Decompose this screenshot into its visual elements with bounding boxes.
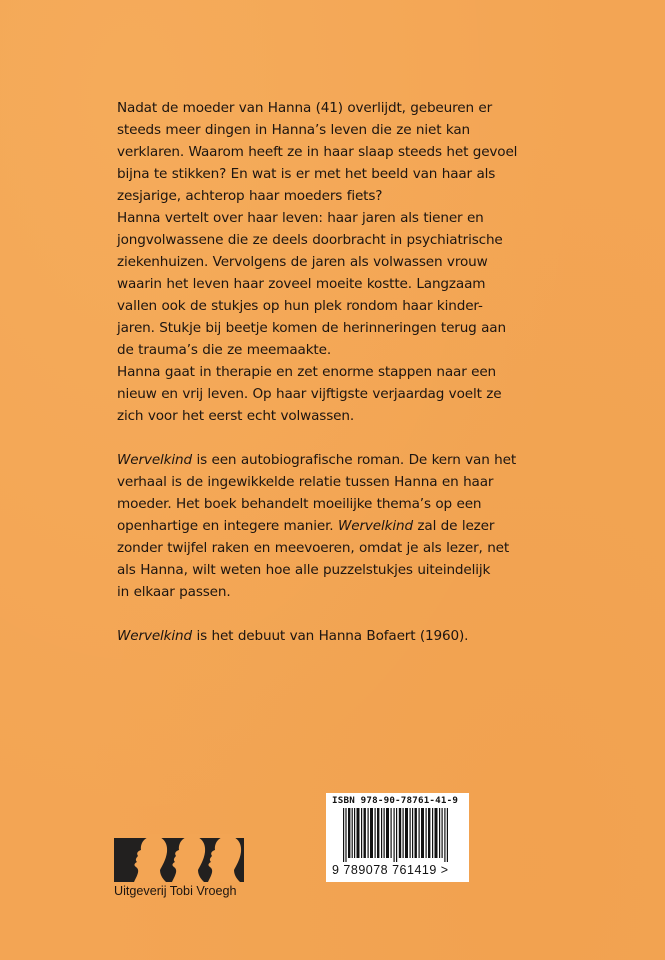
blurb-text <box>117 97 557 647</box>
barcode-digits: 9 789078 761419 > <box>332 863 449 877</box>
three-heads-silhouette-icon <box>114 834 244 882</box>
text-line: jaren. Stukje bij beetje komen de herinneringen terug aan <box>117 320 506 336</box>
text-line: nieuw en vrij leven. Op haar vijftigste verjaardag voelt ze <box>117 386 502 402</box>
text-fragment: is een autobiografische roman. De kern van het <box>191 452 517 468</box>
text-line: steeds meer dingen in Hanna’s leven die ze niet kan <box>117 122 470 138</box>
text-line: Hanna gaat in therapie en zet enorme stappen naar een <box>117 364 497 380</box>
text-line: Hanna vertelt over haar leven: haar jaren als tiener en <box>117 210 484 226</box>
barcode-icon <box>343 808 448 862</box>
text-line: verklaren. Waarom heeft ze in haar slaap steeds het gevoel <box>117 144 518 160</box>
text-line: zesjarige, achterop haar moeders fiets? <box>117 188 383 204</box>
text-line: zonder twijfel raken en meevoeren, omdat je als lezer, net <box>117 540 510 556</box>
text-line: in elkaar passen. <box>117 584 231 600</box>
text-line: verhaal is de ingewikkelde relatie tussen Hanna en haar <box>117 474 494 490</box>
text-line: zich voor het eerst echt volwassen. <box>117 408 354 424</box>
publisher-name: Uitgeverij Tobi Vroegh <box>114 884 237 898</box>
text-fragment: is het debuut van Hanna Bofaert (1960). <box>191 628 469 644</box>
text-fragment: zal de lezer <box>412 518 495 534</box>
text-line: ziekenhuizen. Vervolgens de jaren als volwassen vrouw <box>117 254 488 270</box>
text-line: bijna te stikken? En wat is er met het beeld van haar als <box>117 166 496 182</box>
text-line: als Hanna, wilt weten hoe alle puzzelstukjes uiteindelijk <box>117 562 491 578</box>
book-title: Wervelkind <box>117 628 192 644</box>
book-title: Wervelkind <box>337 518 413 534</box>
book-title: Wervelkind <box>117 452 192 468</box>
text-line: waarin het leven haar zoveel moeite kostte. Langzaam <box>117 276 486 292</box>
text-line: jongvolwassene die ze deels doorbracht in psychiatrische <box>117 232 503 248</box>
text-line: moeder. Het boek behandelt moeilijke thema’s op een <box>117 496 482 512</box>
text-line <box>117 625 557 647</box>
isbn-barcode <box>326 793 469 882</box>
paragraph-1 <box>117 97 557 207</box>
text-line <box>117 449 557 471</box>
text-fragment: openhartige en integere manier. <box>117 518 338 534</box>
isbn-label: ISBN 978-90-78761-41-9 <box>332 795 459 806</box>
paragraph-4 <box>117 449 557 603</box>
paragraph-5 <box>117 625 557 647</box>
text-line: vallen ook de stukjes op hun plek rondom haar kinder- <box>117 298 483 314</box>
paragraph-3 <box>117 361 557 427</box>
text-line <box>117 515 557 537</box>
paragraph-spacer <box>117 427 557 449</box>
text-line: Nadat de moeder van Hanna (41) overlijdt, gebeuren er <box>117 100 493 116</box>
paragraph-2 <box>117 207 557 361</box>
text-line: de trauma’s die ze meemaakte. <box>117 342 331 358</box>
paragraph-spacer <box>117 603 557 625</box>
